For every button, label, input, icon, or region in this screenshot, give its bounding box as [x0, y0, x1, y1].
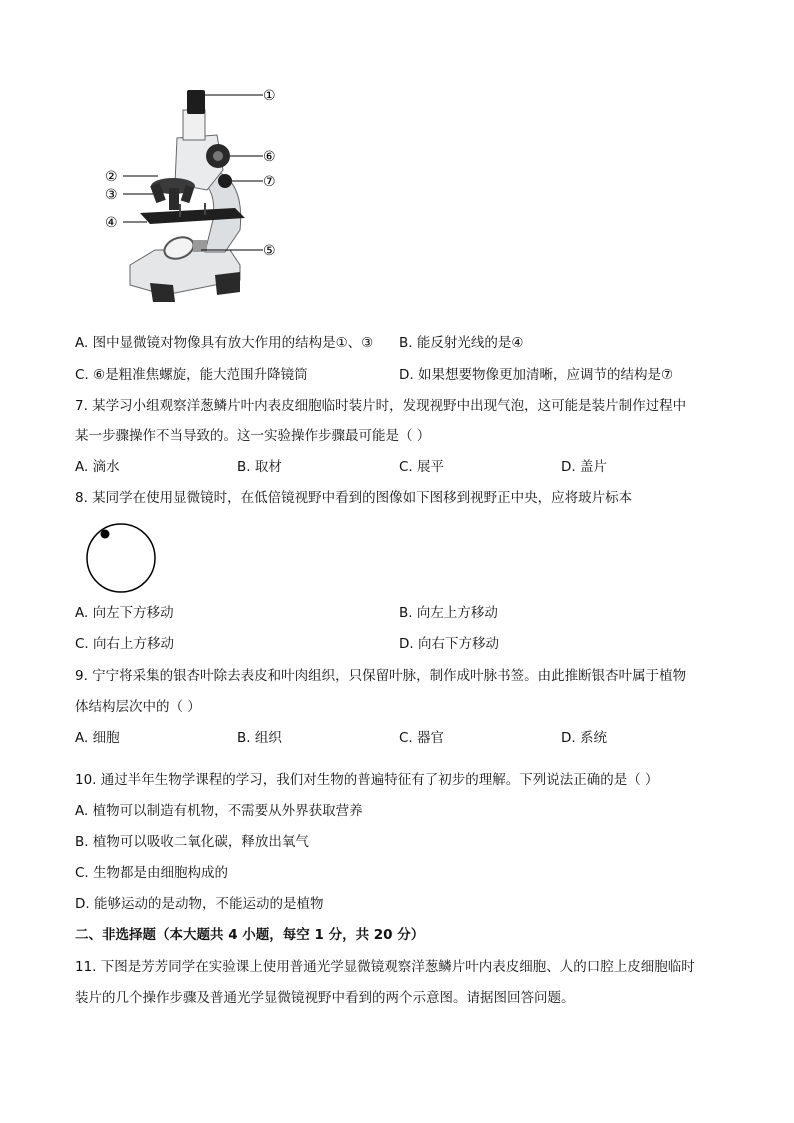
q7-stem-line1: 7. 某学习小组观察洋葱鳞片叶内表皮细胞临时装片时，发现视野中出现气泡，这可能是装片制作过程中 — [75, 398, 687, 414]
q9-stem-line2: 体结构层次中的（ ） — [75, 699, 201, 715]
q9-option-d: D. 系统 — [561, 730, 607, 746]
q10-stem: 10. 通过半年生物学课程的学习，我们对生物的普遍特征有了初步的理解。下列说法正确的是（ ） — [75, 772, 659, 788]
q10-option-c: C. 生物都是由细胞构成的 — [75, 865, 229, 881]
q10-option-a: A. 植物可以制造有机物，不需要从外界获取营养 — [75, 803, 363, 819]
q7-option-c: C. 展平 — [399, 459, 445, 475]
q10-option-b: B. 植物可以吸收二氧化碳，释放出氧气 — [75, 834, 309, 850]
q6-option-b: B. 能反射光线的是④ — [399, 335, 524, 351]
q8-option-b: B. 向左上方移动 — [399, 605, 498, 621]
q9-option-a: A. 细胞 — [75, 730, 120, 746]
q8-stem: 8. 某同学在使用显微镜时，在低倍镜视野中看到的图像如下图移到视野正中央，应将玻片标本 — [75, 490, 633, 506]
q10-option-d: D. 能够运动的是动物，不能运动的是植物 — [75, 896, 324, 912]
figure-label: ③ — [105, 187, 118, 203]
field-of-view-figure — [83, 520, 163, 600]
figure-label: ① — [263, 88, 276, 104]
q6-option-c: C. ⑥是粗准焦螺旋，能大范围升降镜筒 — [75, 367, 308, 383]
q8-option-c: C. 向右上方移动 — [75, 636, 175, 652]
section-heading: 二、非选择题（本大题共 4 小题，每空 1 分，共 20 分） — [75, 927, 425, 943]
figure-label: ⑦ — [263, 174, 276, 190]
q6-option-a: A. 图中显微镜对物像具有放大作用的结构是①、③ — [75, 335, 374, 351]
figure-label: ④ — [105, 215, 118, 231]
q7-stem-line2: 某一步骤操作不当导致的。这一实验操作步骤最可能是（ ） — [75, 428, 431, 444]
q9-option-b: B. 组织 — [237, 730, 282, 746]
figure-label: ⑥ — [263, 149, 276, 165]
q8-option-d: D. 向右下方移动 — [399, 636, 499, 652]
q11-stem-line1: 11. 下图是芳芳同学在实验课上使用普通光学显微镜观察洋葱鳞片叶内表皮细胞、人的口腔上皮细胞临时 — [75, 959, 695, 975]
q11-stem-line2: 装片的几个操作步骤及普通光学显微镜视野中看到的两个示意图。请据图回答问题。 — [75, 990, 575, 1006]
q6-option-d: D. 如果想要物像更加清晰，应调节的结构是⑦ — [399, 367, 674, 383]
q7-option-b: B. 取材 — [237, 459, 282, 475]
figure-label: ⑤ — [263, 243, 276, 259]
q9-option-c: C. 器官 — [399, 730, 445, 746]
microscope-figure — [95, 80, 395, 310]
q9-stem-line1: 9. 宁宁将采集的银杏叶除去表皮和叶肉组织，只保留叶脉，制作成叶脉书签。由此推断银杏叶属于植物 — [75, 668, 687, 684]
figure-label: ② — [105, 169, 118, 185]
q7-option-d: D. 盖片 — [561, 459, 607, 475]
q7-option-a: A. 滴水 — [75, 459, 120, 475]
q8-option-a: A. 向左下方移动 — [75, 605, 174, 621]
